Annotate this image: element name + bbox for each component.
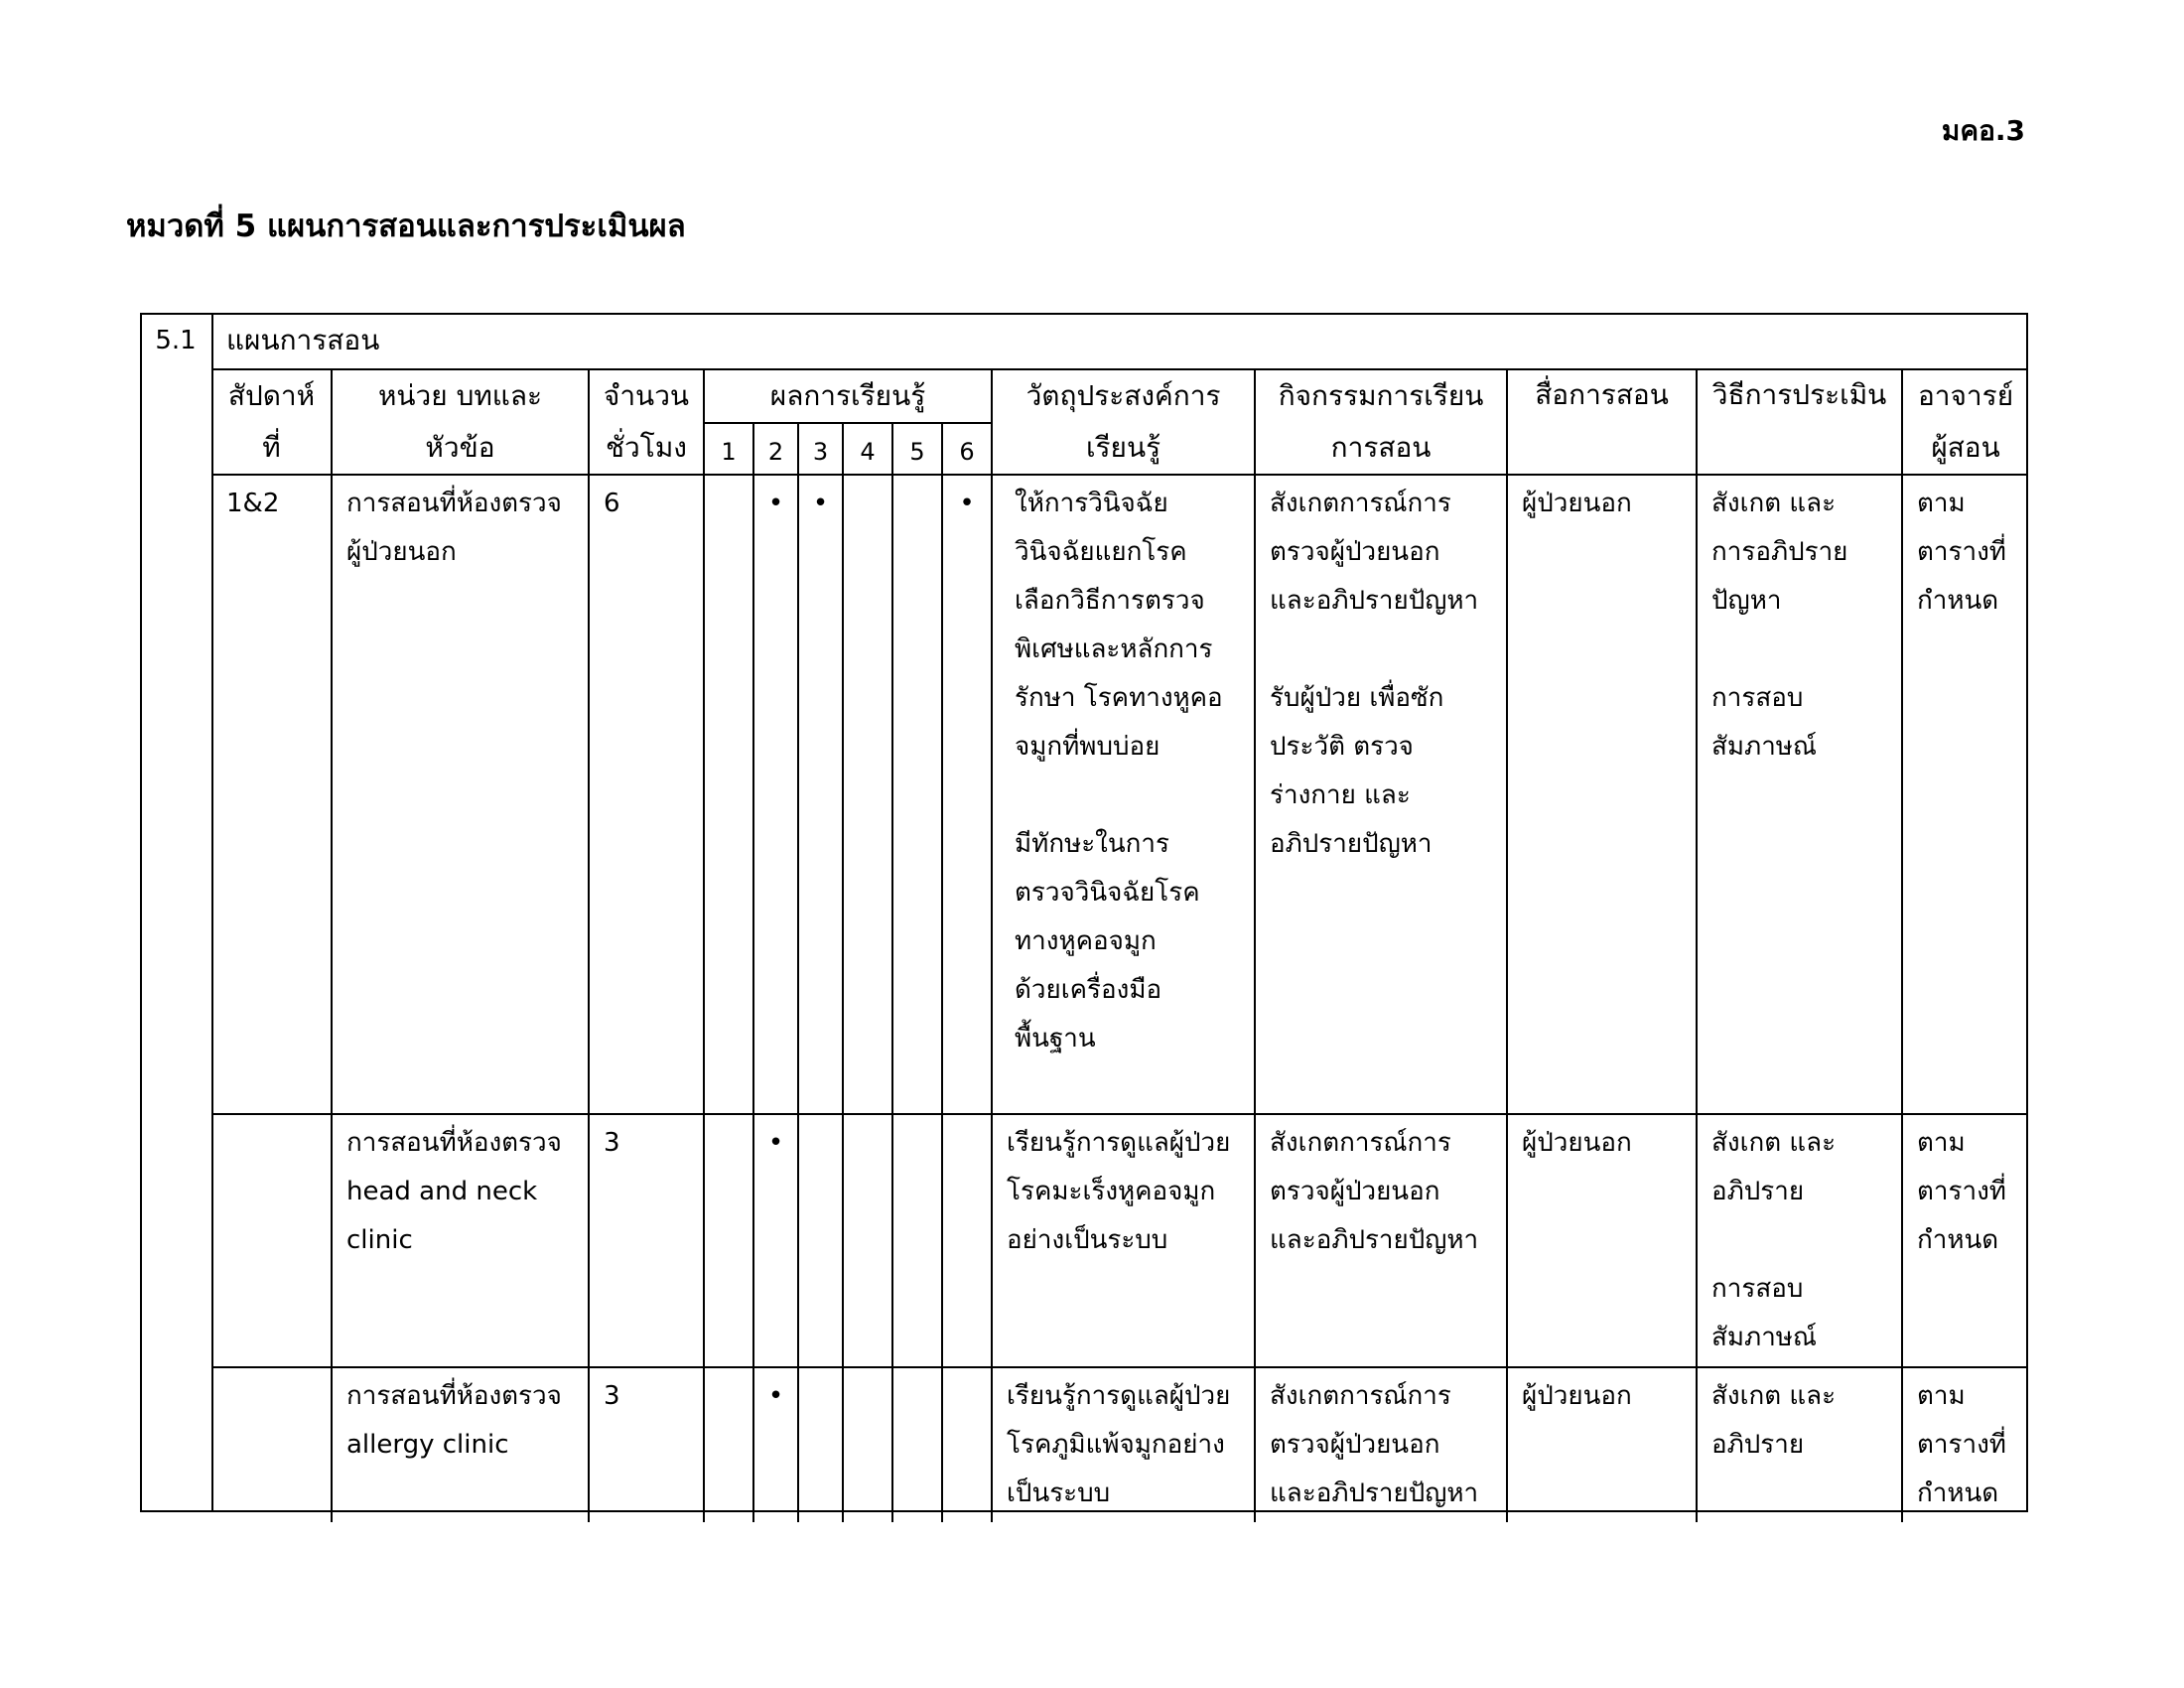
header-objectives-line1: วัตถุประสงค์การ [1025,378,1221,412]
objective-line: พิเศษและหลักการ [1015,634,1213,664]
topic-line: clinic [346,1225,413,1255]
lo-1-mark [704,1114,753,1367]
activity-line: ตรวจผู้ป่วยนอก [1270,1177,1440,1206]
lo-1-mark [704,475,753,1114]
instructor-line: ตาม [1917,1128,1966,1158]
instructor-cell [1902,475,2028,1114]
header-learning-outcomes: ผลการเรียนรู้ [704,369,992,423]
evaluation-line: สังเกต และ [1711,489,1837,518]
lo-6-mark [942,1367,992,1522]
table-row [212,475,2028,1114]
header-row [212,369,2028,423]
activity-line: และอภิปรายปัญหา [1270,1478,1479,1508]
header-objectives-line2: เรียนรู้ [1085,430,1161,464]
instructor-line: ตาม [1917,489,1966,518]
hours-value: 6 [604,489,620,518]
evaluation-line: สัมภาษณ์ [1711,732,1818,762]
subsection-label: แผนการสอน [226,324,380,356]
lo-4-mark [843,1367,892,1522]
lo-2-mark: • [753,475,798,1114]
lo-5-mark [892,1367,942,1522]
evaluation-line: อภิปราย [1711,1177,1805,1206]
instructor-line: ตารางที่ [1917,537,2006,567]
topic-line: การสอนที่ห้องตรวจ [346,1128,562,1158]
lo-3-mark [798,1367,843,1522]
activity-line: สังเกตการณ์การ [1270,489,1451,518]
activity-line: รับผู้ป่วย เพื่อซัก [1270,683,1444,713]
header-topic [332,369,589,475]
lo-6-mark [942,1114,992,1367]
hours-cell [589,475,704,1114]
header-lo-1: 1 [704,423,753,475]
lo-3-mark: • [798,475,843,1114]
section-title: หมวดที่ 5 แผนการสอนและการประเมินผล [126,209,686,244]
activities-cell [1255,475,1507,1114]
header-hours [589,369,704,475]
header-lo-5: 5 [892,423,942,475]
activity-line: และอภิปรายปัญหา [1270,1225,1479,1255]
objective-line: ตรวจวินิจฉัยโรค [1015,878,1200,908]
instructor-line: กำหนด [1917,1478,1999,1508]
header-activities-line2: การสอน [1330,430,1432,464]
media-value: ผู้ป่วยนอก [1522,489,1632,518]
header-lo-3: 3 [798,423,843,475]
topic-line: head and neck [346,1177,538,1206]
evaluation-line: สัมภาษณ์ [1711,1323,1818,1352]
activity-line: อภิปรายปัญหา [1270,829,1433,859]
lo-5-mark [892,1114,942,1367]
header-media: สื่อการสอน [1507,369,1697,475]
media-value: ผู้ป่วยนอก [1522,1381,1632,1411]
header-hours-line1: จำนวน [603,378,690,412]
objectives-cell [992,475,1255,1114]
topic-cell [332,1367,589,1522]
instructor-line: ตารางที่ [1917,1177,2006,1206]
hours-value: 3 [604,1381,620,1411]
teaching-plan-table [212,369,2028,1522]
objectives-cell [992,1367,1255,1522]
week-cell [212,1114,332,1367]
instructor-cell [1902,1114,2028,1367]
header-evaluation: วิธีการประเมิน [1697,369,1902,475]
evaluation-line: การอภิปราย [1711,537,1848,567]
instructor-line: ตาม [1917,1381,1966,1411]
hours-cell [589,1367,704,1522]
evaluation-line: อภิปราย [1711,1430,1805,1460]
objectives-cell [992,1114,1255,1367]
objective-line: เรียนรู้การดูแลผู้ป่วย [1007,1381,1231,1411]
topic-line: ผู้ป่วยนอก [346,537,457,567]
objective-line: เป็นระบบ [1007,1478,1111,1508]
header-week [212,369,332,475]
evaluation-cell [1697,1367,1902,1522]
objective-line: ด้วยเครื่องมือ [1015,975,1162,1005]
objective-line: จมูกที่พบบ่อย [1015,732,1160,762]
activity-line: ประวัติ ตรวจ [1270,732,1414,762]
objective-line: มีทักษะในการ [1015,829,1169,859]
header-lo-4: 4 [843,423,892,475]
objective-line: เรียนรู้การดูแลผู้ป่วย [1007,1128,1231,1158]
objective-line: ทางหูคอจมูก [1015,926,1157,956]
instructor-line: ตารางที่ [1917,1430,2006,1460]
lo-6-mark: • [942,475,992,1114]
header-week-line2: ที่ [262,430,281,464]
objective-line: อย่างเป็นระบบ [1007,1225,1168,1255]
header-topic-line2: หัวข้อ [425,430,495,464]
hours-value: 3 [604,1128,620,1158]
header-week-line1: สัปดาห์ [227,378,316,412]
week-cell [212,1367,332,1522]
topic-line: allergy clinic [346,1430,509,1460]
objective-line: ให้การวินิจฉัย [1015,489,1168,518]
evaluation-line: สังเกต และ [1711,1381,1837,1411]
lo-3-mark [798,1114,843,1367]
media-value: ผู้ป่วยนอก [1522,1128,1632,1158]
evaluation-cell [1697,1114,1902,1367]
instructor-cell [1902,1367,2028,1522]
topic-line: การสอนที่ห้องตรวจ [346,1381,562,1411]
activity-line: สังเกตการณ์การ [1270,1128,1451,1158]
objective-line: รักษา โรคทางหูคอ [1015,683,1223,713]
header-topic-line1: หน่วย บทและ [377,378,543,412]
evaluation-line: สังเกต และ [1711,1128,1837,1158]
header-lo-6: 6 [942,423,992,475]
topic-line: การสอนที่ห้องตรวจ [346,489,562,518]
objective-line: วินิจฉัยแยกโรค [1015,537,1187,567]
activities-cell [1255,1367,1507,1522]
header-instructor [1902,369,2028,475]
media-cell [1507,1114,1697,1367]
instructor-line: กำหนด [1917,1225,1999,1255]
objective-line: พื้นฐาน [1015,1024,1096,1054]
activity-line: ตรวจผู้ป่วยนอก [1270,1430,1440,1460]
lo-1-mark [704,1367,753,1522]
activities-cell [1255,1114,1507,1367]
header-instructor-line1: อาจารย์ [1917,378,2014,412]
header-activities-line1: กิจกรรมการเรียน [1278,378,1484,412]
activity-line: และอภิปรายปัญหา [1270,586,1479,616]
document-code: มคอ.3 [1941,114,2025,147]
hours-cell [589,1114,704,1367]
week-value: 1&2 [226,489,280,518]
header-activities [1255,369,1507,475]
media-cell [1507,475,1697,1114]
lo-4-mark [843,475,892,1114]
lo-2-mark: • [753,1114,798,1367]
objective-line: โรคมะเร็งหูคอจมูก [1007,1177,1216,1206]
header-objectives [992,369,1255,475]
subsection-number: 5.1 [155,326,197,355]
lo-5-mark [892,475,942,1114]
evaluation-line: การสอบ [1711,1274,1804,1304]
header-lo-2: 2 [753,423,798,475]
topic-cell [332,1114,589,1367]
activity-line: สังเกตการณ์การ [1270,1381,1451,1411]
activity-line: ร่างกาย และ [1270,780,1411,810]
evaluation-line: ปัญหา [1711,586,1782,616]
objective-line: โรคภูมิแพ้จมูกอย่าง [1007,1430,1225,1460]
topic-cell [332,475,589,1114]
instructor-line: กำหนด [1917,586,1999,616]
header-hours-line2: ชั่วโมง [606,430,687,464]
activity-line: ตรวจผู้ป่วยนอก [1270,537,1440,567]
table-row [212,1367,2028,1522]
objective-line: เลือกวิธีการตรวจ [1015,586,1205,616]
lo-2-mark: • [753,1367,798,1522]
media-cell [1507,1367,1697,1522]
table-row [212,1114,2028,1367]
evaluation-line: การสอบ [1711,683,1804,713]
lo-4-mark [843,1114,892,1367]
evaluation-cell [1697,475,1902,1114]
header-instructor-line2: ผู้สอน [1931,430,2000,464]
week-cell [212,475,332,1114]
